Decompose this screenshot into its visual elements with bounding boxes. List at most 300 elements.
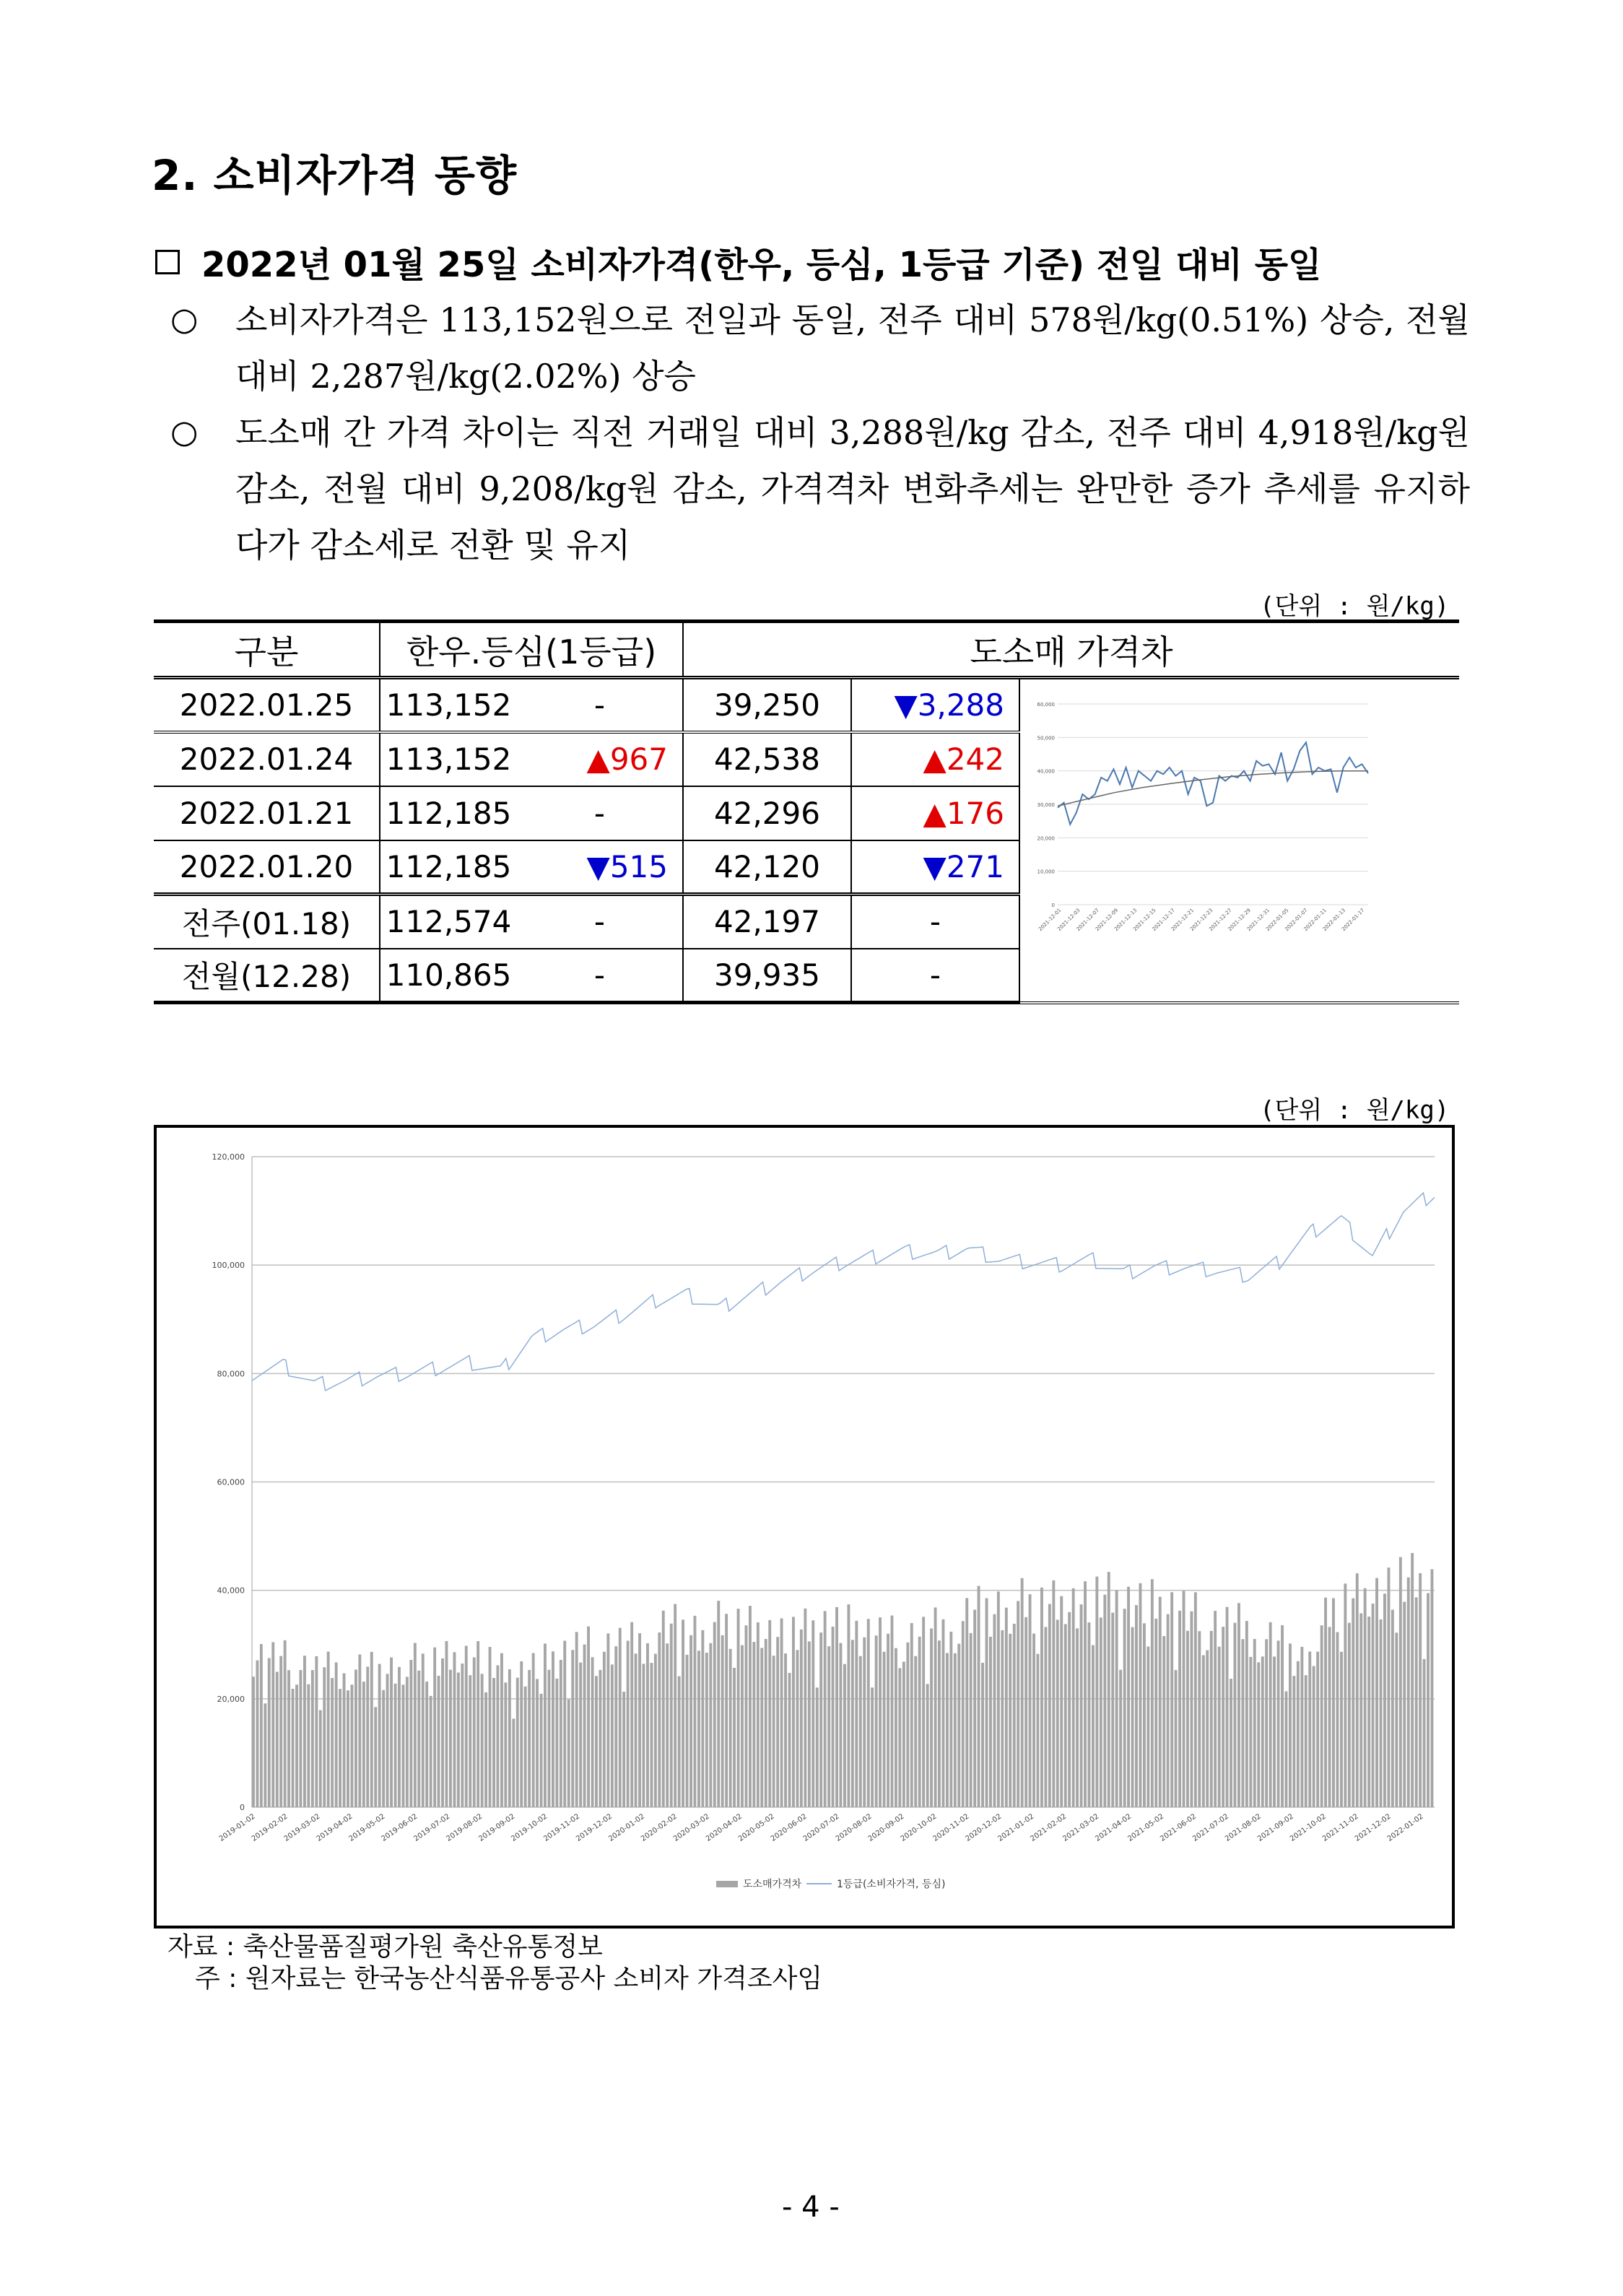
x-tick-label: 2020-05-02	[736, 1812, 776, 1843]
gap-bar	[481, 1674, 484, 1807]
gap-bar	[796, 1650, 799, 1807]
gap-bar	[749, 1606, 752, 1807]
row-price-change: ▲967	[517, 732, 683, 786]
gap-bar	[417, 1671, 420, 1807]
gap-bar	[851, 1640, 854, 1807]
gap-bar	[1021, 1578, 1024, 1807]
gap-bar	[784, 1653, 787, 1807]
gap-bar	[461, 1664, 464, 1807]
x-tick-label: 2020-07-02	[801, 1812, 841, 1843]
x-tick-label: 2021-06-02	[1159, 1812, 1198, 1843]
gap-bar	[1178, 1611, 1181, 1807]
gap-bar	[319, 1710, 322, 1807]
row-date: 2022.01.25	[154, 678, 380, 732]
row-price: 112,574	[380, 895, 517, 949]
gap-bar	[1234, 1623, 1237, 1807]
x-tick-label: 2019-07-02	[412, 1812, 452, 1843]
gap-bar	[1017, 1601, 1019, 1807]
x-tick-label: 2022-01-13	[1321, 907, 1347, 933]
gap-bar	[1415, 1597, 1418, 1807]
x-tick-label: 2021-12-02	[1353, 1812, 1393, 1843]
row-gap-change: ▲242	[851, 732, 1019, 786]
gap-bar	[824, 1611, 827, 1807]
gap-bar	[717, 1601, 720, 1807]
gap-bar	[1399, 1557, 1402, 1807]
consumer-price-line	[252, 1193, 1435, 1391]
y-tick-label: 100,000	[212, 1261, 245, 1271]
gap-bar	[942, 1619, 945, 1807]
y-tick-label: 0	[1051, 903, 1055, 908]
gap-bar	[1072, 1588, 1075, 1807]
row-gap: 42,197	[683, 895, 851, 949]
gap-bar	[595, 1676, 598, 1807]
gap-bar	[548, 1670, 551, 1807]
gap-bar	[571, 1650, 574, 1807]
gap-bar	[1395, 1632, 1398, 1807]
gap-bar	[922, 1617, 925, 1807]
mini-gap-chart	[1029, 695, 1379, 988]
gap-bar	[438, 1676, 440, 1807]
table-header-category: 구분	[154, 622, 380, 678]
gap-bar	[366, 1666, 369, 1807]
gap-bar	[497, 1665, 500, 1807]
gap-bar	[934, 1607, 937, 1807]
gap-bar	[918, 1637, 921, 1807]
gap-bar	[745, 1625, 748, 1807]
gap-bar	[1289, 1643, 1292, 1807]
y-tick-label: 20,000	[1037, 835, 1055, 842]
gap-bar	[1316, 1652, 1319, 1807]
row-gap-change: -	[851, 895, 1019, 949]
gap-bar	[422, 1653, 425, 1807]
row-date: 2022.01.24	[154, 732, 380, 786]
gap-bar	[1186, 1631, 1189, 1807]
gap-bar	[1332, 1599, 1335, 1808]
gap-bar	[1320, 1625, 1323, 1807]
x-tick-label: 2020-09-02	[866, 1812, 906, 1843]
x-tick-label: 2019-04-02	[315, 1812, 354, 1843]
x-tick-label: 2021-12-23	[1188, 907, 1214, 933]
gap-bar	[260, 1644, 263, 1807]
x-tick-label: 2019-01-02	[217, 1812, 257, 1843]
gap-bar	[343, 1674, 346, 1808]
row-price-change: -	[517, 949, 683, 1003]
gap-bar	[1419, 1573, 1422, 1807]
gap-bar	[528, 1670, 531, 1807]
row-price: 112,185	[380, 840, 517, 895]
gap-bar	[768, 1620, 771, 1807]
gap-bar	[737, 1609, 740, 1807]
gap-bar	[516, 1678, 519, 1807]
footnote: 주 : 원자료는 한국농산식품유통공사 소비자 가격조사임	[195, 1964, 823, 1993]
gap-bar	[1060, 1596, 1063, 1807]
gap-bar	[1084, 1581, 1087, 1807]
gap-bar	[1032, 1634, 1035, 1808]
gap-bar	[252, 1677, 255, 1807]
gap-bar	[689, 1635, 692, 1807]
gap-bar	[1194, 1592, 1197, 1807]
gap-bar	[1198, 1631, 1201, 1807]
gap-bar	[473, 1658, 476, 1808]
gap-bar	[591, 1657, 594, 1807]
gap-bar	[339, 1689, 341, 1807]
gap-bar	[579, 1663, 582, 1807]
gap-bar	[978, 1586, 980, 1808]
gap-bar	[1273, 1656, 1276, 1807]
gap-bar	[705, 1653, 708, 1807]
gap-bar	[276, 1672, 279, 1808]
gap-bar	[701, 1630, 704, 1807]
gap-bar	[670, 1624, 673, 1807]
gap-bar	[433, 1648, 436, 1807]
gap-bar	[773, 1656, 775, 1807]
row-date: 2022.01.20	[154, 840, 380, 895]
gap-bar	[1367, 1617, 1370, 1807]
x-tick-label: 2021-12-29	[1227, 907, 1252, 933]
gap-bar	[989, 1637, 992, 1807]
row-price-change: -	[517, 786, 683, 840]
gap-bar	[954, 1653, 957, 1807]
x-tick-label: 2021-12-15	[1132, 907, 1157, 933]
y-tick-label: 30,000	[1037, 802, 1055, 808]
gap-bar	[390, 1658, 393, 1808]
gap-bar	[827, 1646, 830, 1807]
gap-bar	[1024, 1617, 1027, 1807]
gap-bar	[315, 1656, 318, 1807]
gap-bar	[1391, 1610, 1394, 1808]
row-price: 113,152	[380, 678, 517, 732]
gap-bar	[520, 1661, 523, 1807]
gap-bar	[1226, 1607, 1229, 1807]
gap-bar	[354, 1669, 357, 1807]
gap-bar	[1076, 1628, 1079, 1807]
x-tick-label: 2019-09-02	[477, 1812, 517, 1843]
page-number: - 4 -	[782, 2191, 840, 2224]
x-tick-label: 2020-01-02	[607, 1812, 647, 1843]
gap-bar	[855, 1621, 858, 1807]
gap-bar	[382, 1690, 385, 1807]
gap-bar	[946, 1653, 949, 1808]
gap-bar	[1048, 1604, 1051, 1808]
legend-bar-swatch	[716, 1881, 738, 1887]
x-tick-label: 2021-12-17	[1151, 907, 1176, 933]
row-price: 112,185	[380, 786, 517, 840]
gap-bar	[370, 1652, 373, 1807]
gap-bar	[504, 1682, 507, 1807]
gap-bar	[540, 1694, 543, 1807]
gap-bar	[1103, 1595, 1106, 1807]
gap-bar	[713, 1622, 716, 1807]
gap-bar	[832, 1627, 835, 1807]
gap-bar	[1336, 1632, 1339, 1808]
gap-bar	[284, 1640, 287, 1807]
gap-bar	[1159, 1597, 1162, 1808]
gap-bar	[1127, 1587, 1130, 1807]
x-tick-label: 2019-11-02	[542, 1812, 582, 1843]
x-tick-label: 2021-01-02	[996, 1812, 1036, 1843]
gap-bar	[323, 1667, 326, 1807]
gap-bar	[1100, 1617, 1102, 1807]
gap-bar	[970, 1633, 973, 1807]
gap-bar	[1108, 1572, 1110, 1807]
bullet-text: 도소매 간 가격 차이는 직전 거래일 대비 3,288원/kg 감소, 전주 대비 4,918원/kg원 감소, 전월 대비 9,208/kg원 감소, 가격격차 변화추세는 완만한 증가 추세를 유지하다가 감소세로 전환 및 유지	[235, 413, 1470, 565]
gap-bar	[930, 1629, 933, 1808]
gap-bar	[662, 1611, 665, 1807]
table-header-price: 한우.등심(1등급)	[380, 622, 683, 678]
gap-bar	[678, 1677, 681, 1807]
gap-bar	[981, 1663, 984, 1807]
gap-bar	[1281, 1625, 1284, 1807]
gap-bar	[1348, 1623, 1351, 1807]
gap-bar	[271, 1642, 274, 1807]
gap-bar	[1040, 1588, 1043, 1807]
gap-bar	[386, 1674, 389, 1807]
gap-bar	[812, 1620, 814, 1807]
x-tick-label: 2022-01-05	[1264, 907, 1290, 933]
gap-bar	[962, 1621, 965, 1807]
gap-bar	[445, 1641, 448, 1807]
y-tick-label: 120,000	[212, 1152, 245, 1162]
x-tick-label: 2021-12-03	[1056, 907, 1082, 933]
gap-bar	[760, 1648, 763, 1807]
gap-bar	[1146, 1647, 1149, 1808]
y-tick-label: 50,000	[1037, 735, 1055, 742]
gap-bar	[300, 1670, 303, 1807]
price-table	[154, 619, 1459, 1004]
x-tick-label: 2022-01-11	[1302, 907, 1328, 933]
gap-bar	[331, 1678, 334, 1807]
gap-bar	[1427, 1593, 1430, 1808]
gap-bar	[1214, 1611, 1217, 1807]
x-tick-label: 2019-03-02	[282, 1812, 322, 1843]
x-tick-label: 2019-10-02	[510, 1812, 549, 1843]
x-tick-label: 2021-08-02	[1224, 1812, 1263, 1843]
row-gap: 42,296	[683, 786, 851, 840]
x-tick-label: 2021-02-02	[1029, 1812, 1069, 1843]
gap-bar	[544, 1643, 547, 1807]
gap-bar	[1257, 1662, 1260, 1807]
gap-bar	[906, 1643, 909, 1807]
y-tick-label: 40,000	[1037, 768, 1055, 775]
gap-bar	[914, 1656, 917, 1807]
gap-bar	[1080, 1604, 1083, 1807]
gap-bar	[599, 1670, 602, 1807]
gap-bar	[536, 1679, 539, 1807]
gap-bar	[1206, 1651, 1209, 1807]
gap-bar	[583, 1645, 586, 1807]
gap-bar	[508, 1669, 511, 1807]
x-tick-label: 2021-11-02	[1320, 1812, 1360, 1843]
gap-bar	[394, 1684, 397, 1807]
gap-bar	[489, 1647, 492, 1807]
gap-bar	[335, 1662, 338, 1807]
x-tick-label: 2021-09-02	[1256, 1812, 1295, 1843]
x-tick-label: 2021-12-07	[1075, 907, 1100, 933]
gap-bar	[808, 1641, 811, 1807]
gap-bar	[682, 1619, 684, 1807]
gap-bar	[863, 1638, 866, 1807]
gap-bar	[1245, 1621, 1248, 1807]
row-gap-change: -	[851, 949, 1019, 1003]
gap-bar	[555, 1679, 558, 1807]
gap-bar	[409, 1660, 412, 1807]
gap-bar	[362, 1682, 365, 1807]
gap-bar	[1123, 1609, 1126, 1807]
gap-bar	[949, 1632, 952, 1807]
gap-bar	[1375, 1578, 1378, 1807]
gap-bar	[1380, 1619, 1383, 1807]
source-note: 자료 : 축산물품질평가원 축산유통정보	[167, 1932, 603, 1962]
gap-bar	[524, 1687, 527, 1807]
gap-bar	[1095, 1577, 1098, 1807]
gap-bar	[816, 1687, 819, 1807]
gap-bar	[1029, 1594, 1032, 1807]
gap-bar	[1237, 1603, 1240, 1807]
gap-bar	[374, 1707, 377, 1807]
gap-bar	[292, 1689, 295, 1807]
gap-bar	[1111, 1613, 1114, 1807]
row-gap: 39,250	[683, 678, 851, 732]
gap-bar	[1191, 1612, 1193, 1807]
gap-bar	[666, 1643, 669, 1807]
row-gap-change: ▼271	[851, 840, 1019, 895]
gap-bar	[425, 1682, 428, 1807]
gap-bar	[1324, 1598, 1327, 1807]
gap-bar	[378, 1664, 381, 1807]
gap-bar	[500, 1653, 503, 1807]
x-tick-label: 2021-03-02	[1061, 1812, 1101, 1843]
gap-bar	[1115, 1591, 1118, 1808]
x-tick-label: 2021-12-21	[1170, 907, 1196, 933]
gap-bar	[1135, 1605, 1138, 1807]
gap-bar	[622, 1692, 625, 1807]
bullet-item	[170, 404, 1470, 573]
circle-bullet-icon: ○	[170, 414, 199, 451]
gap-bar	[1383, 1593, 1386, 1807]
gap-bar	[646, 1643, 649, 1807]
x-tick-label: 2020-11-02	[931, 1812, 971, 1843]
gap-bar	[449, 1670, 452, 1807]
gap-bar	[351, 1684, 354, 1807]
gap-bar	[792, 1617, 795, 1807]
gap-bar	[902, 1662, 905, 1808]
gap-bar	[552, 1651, 554, 1807]
gap-bar	[1269, 1622, 1272, 1807]
gap-bar	[406, 1677, 409, 1808]
gap-bar	[1088, 1622, 1091, 1807]
gap-bar	[1407, 1578, 1410, 1807]
gap-bar	[1202, 1656, 1205, 1808]
gap-bar	[859, 1656, 862, 1807]
gap-bar	[1411, 1553, 1414, 1807]
gap-bar	[264, 1703, 266, 1807]
gap-bar	[402, 1684, 405, 1807]
circle-bullet-icon: ○	[170, 301, 199, 338]
section-title: 2. 소비자가격 동향	[152, 151, 517, 200]
gap-bar	[891, 1616, 894, 1808]
x-tick-label: 2020-02-02	[640, 1812, 679, 1843]
gap-bar	[848, 1604, 850, 1807]
x-tick-label: 2022-01-07	[1284, 907, 1309, 933]
gap-bar	[1009, 1634, 1011, 1807]
gap-bar	[477, 1641, 479, 1807]
gap-bar	[879, 1617, 882, 1807]
row-price: 110,865	[380, 949, 517, 1003]
gap-bar	[804, 1609, 806, 1807]
gap-bar	[512, 1718, 515, 1807]
gap-bar	[674, 1604, 676, 1807]
gap-bar	[1175, 1670, 1178, 1807]
gap-bar	[1056, 1619, 1059, 1807]
x-tick-label: 2022-01-02	[1385, 1812, 1425, 1843]
gap-bar	[358, 1655, 361, 1808]
gap-bar	[729, 1649, 732, 1807]
gap-bar	[1364, 1588, 1367, 1807]
gap-bar	[840, 1643, 843, 1807]
gap-bar	[835, 1607, 838, 1807]
gap-bar	[563, 1640, 566, 1807]
gap-bar	[532, 1653, 535, 1808]
gap-bar	[819, 1632, 822, 1807]
gap-bar	[1261, 1656, 1264, 1807]
gap-bar	[630, 1622, 633, 1807]
gap-bar	[697, 1651, 700, 1807]
gap-bar	[430, 1696, 432, 1807]
x-tick-label: 2021-12-27	[1208, 907, 1233, 933]
gap-bar	[898, 1668, 901, 1807]
row-date: 전주(01.18)	[154, 895, 380, 949]
gap-bar	[619, 1628, 622, 1807]
gap-bar	[985, 1599, 988, 1808]
gap-bar	[1222, 1627, 1224, 1807]
x-tick-label: 2021-12-01	[1037, 907, 1063, 933]
gap-bar	[1300, 1647, 1303, 1807]
gap-bar	[658, 1632, 661, 1807]
checkbox-square-icon	[155, 250, 180, 274]
gap-bar	[752, 1642, 755, 1807]
gap-bar	[327, 1652, 330, 1808]
gap-bar	[1139, 1583, 1142, 1807]
gap-bar	[686, 1655, 689, 1807]
gap-bar	[765, 1639, 767, 1807]
gap-bar	[733, 1668, 736, 1807]
gap-bar	[398, 1667, 401, 1807]
mini-chart-cell	[1019, 678, 1459, 1003]
x-tick-label: 2019-08-02	[445, 1812, 484, 1843]
y-tick-label: 60,000	[217, 1477, 245, 1487]
gap-bar	[871, 1687, 874, 1807]
gap-bar	[843, 1664, 846, 1807]
gap-bar	[575, 1632, 578, 1807]
gap-series-line	[1058, 742, 1368, 825]
gap-bar	[1305, 1675, 1307, 1807]
gap-bar	[1154, 1619, 1157, 1807]
gap-bar	[1403, 1602, 1406, 1808]
gap-bar	[650, 1663, 653, 1807]
gap-bar	[926, 1684, 929, 1807]
gap-bar	[1167, 1614, 1170, 1807]
gap-bar	[643, 1664, 645, 1807]
gap-bar	[654, 1654, 657, 1808]
gap-bar	[1183, 1591, 1185, 1807]
gap-bar	[1359, 1614, 1362, 1808]
bullet-item	[170, 292, 1470, 404]
gap-bar	[307, 1684, 310, 1807]
x-tick-label: 2021-12-09	[1094, 907, 1120, 933]
gap-bar	[1297, 1661, 1300, 1807]
gap-bar	[721, 1635, 724, 1807]
long-term-price-chart	[157, 1128, 1452, 1926]
